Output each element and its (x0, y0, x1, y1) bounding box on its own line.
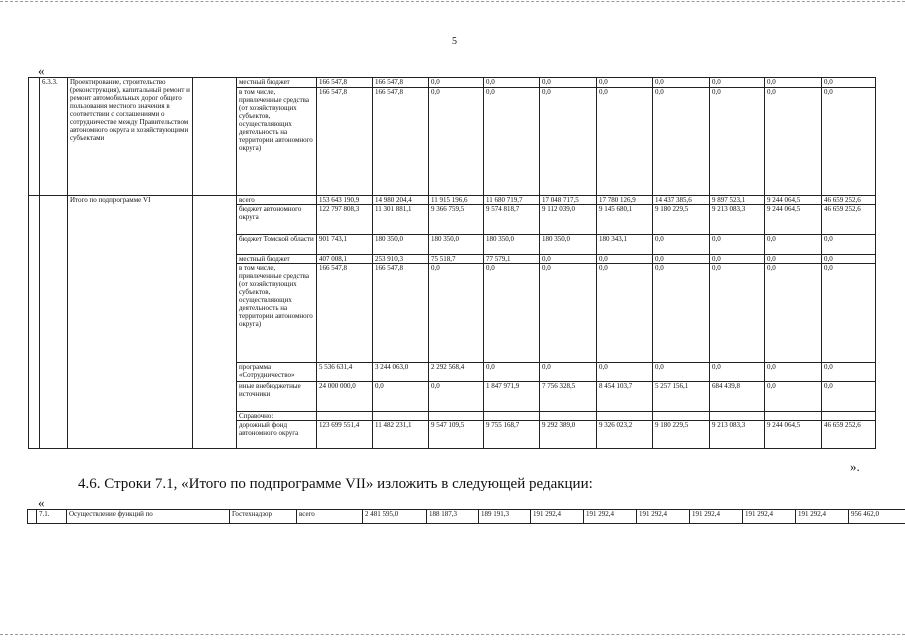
scan-top-edge (0, 1, 905, 2)
value-cell: 75 518,7 (429, 255, 484, 264)
value-cell: 123 699 551,4 (317, 421, 373, 449)
value-cell: 17 780 126,9 (597, 196, 653, 205)
value-cell: 7 756 328,5 (540, 382, 597, 412)
open-quote-1: « (38, 63, 45, 78)
value-cell: 0,0 (653, 255, 710, 264)
source-cell: местный бюджет (237, 78, 317, 88)
value-cell: 9 244 064,5 (765, 205, 822, 235)
value-cell (429, 412, 484, 421)
table-row (28, 510, 905, 524)
value-cell: 191 292,4 (531, 510, 584, 524)
value-cell: 0,0 (597, 363, 653, 382)
value-cell: 253 910,3 (373, 255, 429, 264)
value-cell: 0,0 (822, 88, 876, 196)
value-cell: 2 292 568,4 (429, 363, 484, 382)
value-cell: 166 547,8 (317, 88, 373, 196)
subprogram-vii-table (27, 509, 905, 524)
subprogram-vi-table (28, 77, 876, 449)
value-cell: 9 897 523,1 (710, 196, 765, 205)
scan-bottom-edge (0, 634, 905, 635)
source-cell: местный бюджет (237, 255, 317, 264)
value-cell: 0,0 (597, 264, 653, 363)
value-cell: 9 180 229,5 (653, 421, 710, 449)
value-cell: 0,0 (653, 78, 710, 88)
value-cell: 9 326 023,2 (597, 421, 653, 449)
value-cell: 0,0 (540, 88, 597, 196)
value-cell: 180 350,0 (540, 235, 597, 255)
value-cell: 0,0 (653, 235, 710, 255)
value-cell: 122 797 808,3 (317, 205, 373, 235)
page-number: 5 (452, 36, 457, 47)
value-cell: 46 659 252,6 (822, 205, 876, 235)
value-cell: 0,0 (765, 88, 822, 196)
value-cell: 188 187,3 (427, 510, 479, 524)
close-quote: ». (850, 459, 860, 474)
value-cell: 0,0 (822, 363, 876, 382)
value-cell: 9 244 064,5 (765, 196, 822, 205)
value-cell: 0,0 (484, 363, 540, 382)
value-cell: 191 292,4 (796, 510, 849, 524)
value-cell: 166 547,8 (373, 264, 429, 363)
value-cell: 0,0 (710, 88, 765, 196)
source-cell: дорожный фонд автономного округа (237, 421, 317, 449)
row-title-cell: Осуществление функций по (67, 510, 230, 524)
source-cell: всего (237, 196, 317, 205)
table-row (29, 78, 876, 88)
value-cell: 9 180 229,5 (653, 205, 710, 235)
value-cell (484, 412, 540, 421)
value-cell: 684 439,8 (710, 382, 765, 412)
value-cell: 0,0 (484, 88, 540, 196)
row-marker-cell (28, 510, 37, 524)
value-cell: 191 292,4 (690, 510, 743, 524)
row-number-cell (40, 196, 68, 449)
value-cell (765, 412, 822, 421)
value-cell: 180 350,0 (429, 235, 484, 255)
value-cell: 0,0 (373, 382, 429, 412)
table-row (29, 196, 876, 205)
value-cell: 166 547,8 (373, 78, 429, 88)
value-cell: 0,0 (540, 363, 597, 382)
value-cell: 0,0 (765, 255, 822, 264)
value-cell: 46 659 252,6 (822, 421, 876, 449)
open-quote-2: « (38, 495, 45, 510)
value-cell: 0,0 (822, 382, 876, 412)
value-cell: 14 437 385,6 (653, 196, 710, 205)
value-cell (540, 412, 597, 421)
value-cell: 0,0 (765, 78, 822, 88)
value-cell: 191 292,4 (743, 510, 796, 524)
source-cell: всего (297, 510, 363, 524)
value-cell: 0,0 (653, 363, 710, 382)
row-number-cell: 7.1. (37, 510, 67, 524)
value-cell: 24 000 000,0 (317, 382, 373, 412)
value-cell: 166 547,8 (373, 88, 429, 196)
value-cell: 0,0 (597, 88, 653, 196)
value-cell: 3 244 063,0 (373, 363, 429, 382)
value-cell: 0,0 (822, 78, 876, 88)
value-cell: 5 257 156,1 (653, 382, 710, 412)
value-cell: 0,0 (484, 78, 540, 88)
value-cell: 11 915 196,6 (429, 196, 484, 205)
value-cell: 0,0 (710, 363, 765, 382)
row-title-cell: Итого по подпрограмме VI (68, 196, 193, 449)
value-cell: 0,0 (710, 255, 765, 264)
value-cell (373, 412, 429, 421)
value-cell: 9 292 389,0 (540, 421, 597, 449)
executor-cell (193, 196, 237, 449)
value-cell: 9 547 109,5 (429, 421, 484, 449)
value-cell (710, 412, 765, 421)
value-cell: 9 112 039,0 (540, 205, 597, 235)
value-cell: 0,0 (540, 264, 597, 363)
value-cell: 0,0 (822, 255, 876, 264)
source-cell: иные внебюджетные источники (237, 382, 317, 412)
row-marker-cell (29, 78, 40, 196)
section-heading: 4.6. Строки 7.1, «Итого по подпрограмме VII» изложить в следующей редакции: (78, 476, 593, 492)
source-cell: программа «Сотрудничество» (237, 363, 317, 382)
value-cell: 9 366 759,5 (429, 205, 484, 235)
value-cell: 9 755 168,7 (484, 421, 540, 449)
value-cell: 1 847 971,9 (484, 382, 540, 412)
value-cell: 0,0 (653, 88, 710, 196)
value-cell: 180 350,0 (373, 235, 429, 255)
value-cell: 0,0 (822, 264, 876, 363)
value-cell: 9 574 818,7 (484, 205, 540, 235)
value-cell (317, 412, 373, 421)
value-cell: 180 350,0 (484, 235, 540, 255)
value-cell: 14 980 204,4 (373, 196, 429, 205)
value-cell: 0,0 (540, 255, 597, 264)
value-cell: 11 680 719,7 (484, 196, 540, 205)
source-cell: Справочно: (237, 412, 317, 421)
value-cell: 0,0 (765, 363, 822, 382)
value-cell: 0,0 (540, 78, 597, 88)
value-cell: 0,0 (429, 88, 484, 196)
value-cell: 0,0 (765, 264, 822, 363)
value-cell: 166 547,8 (317, 78, 373, 88)
value-cell: 8 454 103,7 (597, 382, 653, 412)
value-cell: 0,0 (653, 264, 710, 363)
row-marker-cell (29, 196, 40, 449)
source-cell: бюджет Томской области (237, 235, 317, 255)
executor-cell: Гостехнадзор (230, 510, 297, 524)
value-cell: 0,0 (429, 382, 484, 412)
source-cell: в том числе, привлеченные средства (от хозяйствующих субъектов, осуществляющих деятельность на территории автономного округа) (237, 88, 317, 196)
value-cell: 0,0 (710, 78, 765, 88)
value-cell (597, 412, 653, 421)
value-cell: 0,0 (597, 255, 653, 264)
value-cell: 0,0 (429, 78, 484, 88)
value-cell: 9 213 083,3 (710, 205, 765, 235)
value-cell (822, 412, 876, 421)
value-cell: 901 743,1 (317, 235, 373, 255)
value-cell: 0,0 (597, 78, 653, 88)
value-cell: 191 292,4 (637, 510, 690, 524)
row-title-cell: Проектирование, строительство (реконструкция), капитальный ремонт и ремонт автомобильных дорог общего пользования местного значения в соответствии с соглашениями о сотрудничестве между Правительством автономного округа и хозяйствующими субъектами (68, 78, 193, 196)
value-cell (653, 412, 710, 421)
value-cell: 189 191,3 (479, 510, 531, 524)
value-cell: 180 343,1 (597, 235, 653, 255)
value-cell: 0,0 (765, 382, 822, 412)
source-cell: в том числе, привлеченные средства (от хозяйствующих субъектов, осуществляющих деятельность на территории автономного округа) (237, 264, 317, 363)
value-cell: 11 301 881,1 (373, 205, 429, 235)
value-cell: 9 213 083,3 (710, 421, 765, 449)
value-cell: 9 145 680,1 (597, 205, 653, 235)
value-cell: 0,0 (484, 264, 540, 363)
value-cell: 0,0 (822, 235, 876, 255)
value-cell: 0,0 (429, 264, 484, 363)
value-cell: 9 244 064,5 (765, 421, 822, 449)
value-cell: 0,0 (765, 235, 822, 255)
source-cell: бюджет автономного округа (237, 205, 317, 235)
value-cell: 191 292,4 (584, 510, 637, 524)
value-cell: 153 643 190,9 (317, 196, 373, 205)
executor-cell (193, 78, 237, 196)
value-cell: 956 462,0 (849, 510, 905, 524)
row-number-cell: 6.3.3. (40, 78, 68, 196)
value-cell: 11 482 231,1 (373, 421, 429, 449)
value-cell: 17 048 717,5 (540, 196, 597, 205)
value-cell: 407 008,1 (317, 255, 373, 264)
value-cell: 166 547,8 (317, 264, 373, 363)
value-cell: 2 481 595,0 (363, 510, 427, 524)
value-cell: 0,0 (710, 264, 765, 363)
value-cell: 5 536 631,4 (317, 363, 373, 382)
value-cell: 77 579,1 (484, 255, 540, 264)
value-cell: 46 659 252,6 (822, 196, 876, 205)
value-cell: 0,0 (710, 235, 765, 255)
